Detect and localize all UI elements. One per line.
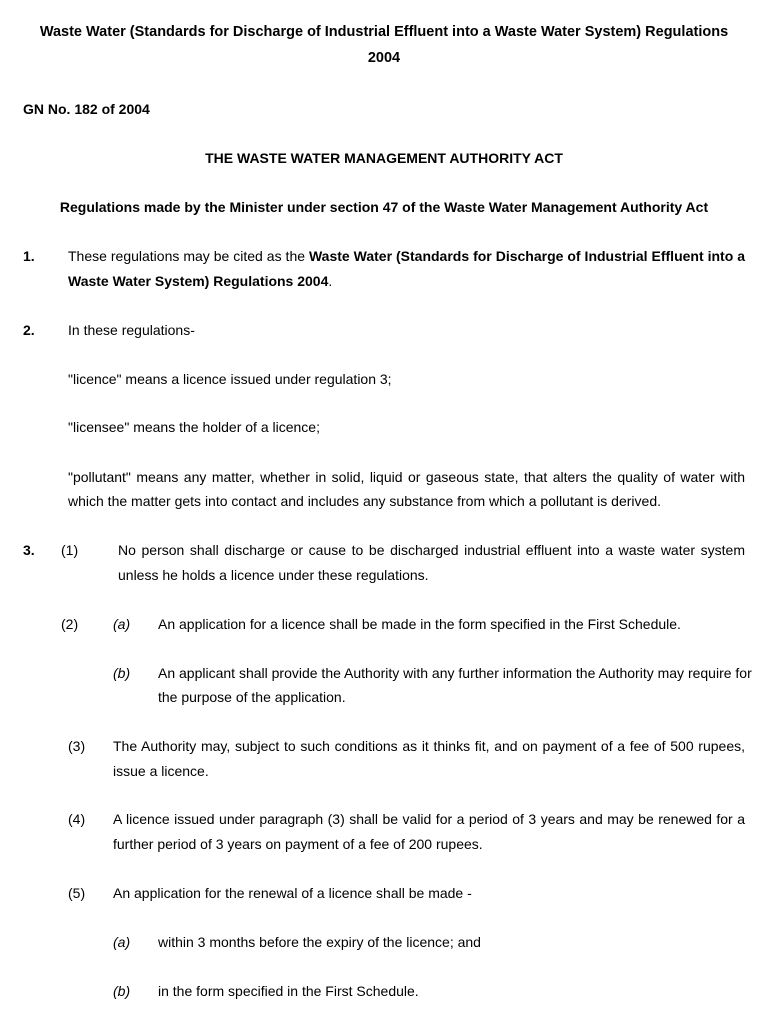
definition-pollutant-line-1: "pollutant" means any matter, whether in solid, liquid or gaseous state, that alters the quality of water with bbox=[68, 469, 745, 485]
regulations-subheading: Regulations made by the Minister under section 47 of the Waste Water Management Authority Act bbox=[59, 199, 709, 215]
gn-number: GN No. 182 of 2004 bbox=[23, 101, 150, 117]
reg-3-para-2-a-text: An application for a licence shall be made in the form specified in the First Schedule. bbox=[158, 616, 681, 632]
reg-3-para-3-line-2: issue a licence. bbox=[113, 763, 209, 779]
reg-1-citation-title-cont: Waste Water System) Regulations 2004 bbox=[68, 273, 329, 289]
reg-3-para-2-label: (2) bbox=[61, 616, 79, 632]
reg-3-para-2-b-label: (b) bbox=[113, 665, 131, 681]
reg-3-para-4-label: (4) bbox=[68, 811, 86, 827]
reg-3-para-3-line-1: The Authority may, subject to such conditions as it thinks fit, and on payment of a fee of 500 rupees, bbox=[113, 738, 745, 754]
reg-3-para-3-label: (3) bbox=[68, 738, 86, 754]
reg-3-para-5-a-text: within 3 months before the expiry of the licence; and bbox=[158, 934, 481, 950]
reg-1-text-line-1 bbox=[68, 247, 745, 265]
reg-3-para-2-a-label: (a) bbox=[113, 616, 131, 632]
reg-3-para-5-text: An application for the renewal of a licence shall be made - bbox=[113, 885, 472, 901]
reg-3-para-2-b-line-1: An applicant shall provide the Authority with any further information the Authority may require for bbox=[158, 665, 752, 681]
reg-1-text-line-2 bbox=[68, 272, 332, 290]
reg-1-text-post: . bbox=[328, 273, 333, 289]
reg-1-text-pre: These regulations may be cited as the bbox=[68, 248, 309, 264]
document-title-line-2: 2004 bbox=[367, 50, 401, 66]
act-heading: THE WASTE WATER MANAGEMENT AUTHORITY ACT bbox=[205, 150, 563, 166]
reg-2-intro: In these regulations- bbox=[68, 322, 195, 338]
reg-3-number: 3. bbox=[23, 542, 35, 558]
reg-3-para-1-line-1: No person shall discharge or cause to be discharged industrial effluent into a waste water system bbox=[118, 542, 745, 558]
reg-3-para-2-b-line-2: the purpose of the application. bbox=[158, 689, 346, 705]
definition-licensee: "licensee" means the holder of a licence; bbox=[68, 419, 320, 435]
reg-3-para-1-line-2: unless he holds a licence under these regulations. bbox=[118, 567, 429, 583]
reg-3-para-5-a-label: (a) bbox=[113, 934, 131, 950]
reg-2-number: 2. bbox=[23, 322, 35, 338]
reg-3-para-5-b-text: in the form specified in the First Schedule. bbox=[158, 983, 419, 999]
reg-1-number: 1. bbox=[23, 248, 35, 264]
definition-pollutant-line-2: which the matter gets into contact and includes any substance from which a pollutant is derived. bbox=[68, 493, 661, 509]
document-title-line-1: Waste Water (Standards for Discharge of Industrial Effluent into a Waste Water System) Regulations bbox=[39, 24, 729, 40]
reg-3-para-5-b-label: (b) bbox=[113, 983, 131, 999]
reg-1-citation-title: Waste Water (Standards for Discharge of Industrial Effluent into a bbox=[308, 248, 745, 264]
reg-3-para-4-line-2: further period of 3 years on payment of a fee of 200 rupees. bbox=[113, 836, 483, 852]
definition-licence: "licence" means a licence issued under regulation 3; bbox=[68, 371, 392, 387]
reg-3-para-4-line-1: A licence issued under paragraph (3) shall be valid for a period of 3 years and may be renewed for a bbox=[113, 811, 745, 827]
reg-3-para-1-label: (1) bbox=[61, 542, 79, 558]
reg-3-para-5-label: (5) bbox=[68, 885, 86, 901]
